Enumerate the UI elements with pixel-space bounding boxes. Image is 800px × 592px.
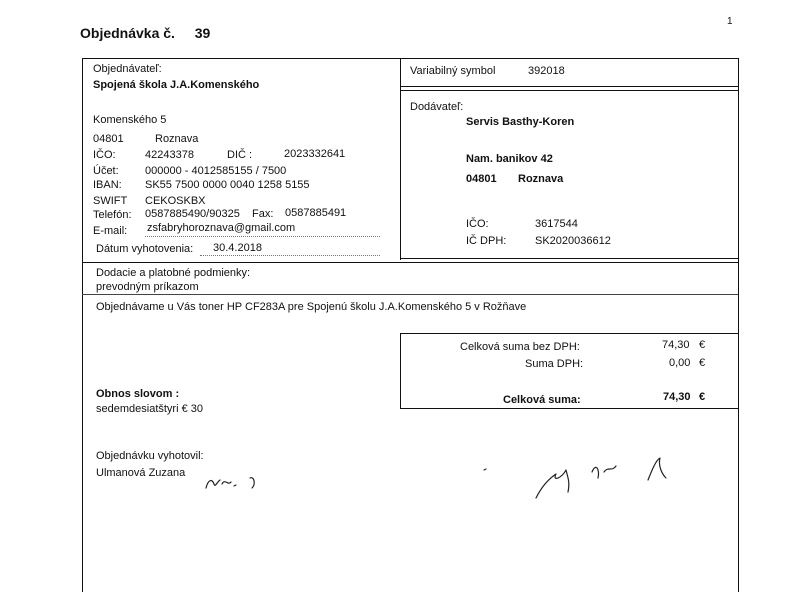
order-number: 39	[194, 25, 211, 41]
buyer-swift: CEKOSKBX	[145, 195, 206, 207]
net-total-currency: €	[699, 339, 706, 351]
frame-top-line	[82, 58, 738, 59]
supplier-city: Roznava	[518, 173, 564, 185]
terms-bottom-line	[82, 294, 738, 295]
buyer-account-label: Účet:	[93, 165, 119, 177]
buyer-iban: SK55 7500 0000 0040 1258 5155	[145, 179, 310, 191]
vat-currency: €	[699, 357, 706, 369]
buyer-phone: 0587885490/90325	[145, 208, 240, 220]
supplier-heading: Dodávateľ:	[410, 101, 464, 113]
buyer-city: Roznava	[155, 133, 199, 145]
supplier-name: Servis Basthy-Koren	[466, 116, 575, 128]
issued-by-label: Objednávku vyhotovil:	[96, 450, 204, 462]
issuer-initials-signature	[200, 470, 270, 496]
order-title-label: Objednávka č.	[80, 25, 175, 41]
grand-total-value: 74,30	[663, 391, 691, 403]
buyer-email: zsfabryhoroznava@gmail.com	[147, 222, 296, 234]
email-underline	[145, 236, 380, 237]
supplier-icdph: SK2020036612	[535, 235, 611, 247]
buyer-email-label: E-mail:	[93, 225, 128, 237]
buyer-ico-label: IČO:	[93, 149, 116, 161]
buyer-zip: 04801	[93, 133, 124, 145]
vat-value: 0,00	[669, 357, 691, 369]
buyer-iban-label: IBAN:	[93, 179, 122, 191]
supplier-street: Nam. banikov 42	[466, 153, 553, 165]
buyer-account: 000000 - 4012585155 / 7500	[145, 165, 287, 177]
grand-total-label: Celková suma:	[503, 394, 581, 406]
buyer-dic: 2023332641	[284, 148, 346, 160]
in-words-value: sedemdesiatštyri € 30	[96, 403, 203, 415]
buyer-street: Komenského 5	[93, 114, 167, 126]
frame-right-line	[738, 58, 739, 592]
in-words-label: Obnos slovom :	[96, 388, 180, 400]
page-number: 1	[727, 16, 733, 27]
supplier-zip: 04801	[466, 173, 497, 185]
variable-symbol-value: 392018	[528, 65, 565, 77]
net-total-label: Celková suma bez DPH:	[460, 341, 580, 353]
totals-box-bottom	[400, 408, 738, 409]
supplier-ico-label: IČO:	[466, 218, 489, 230]
supplier-box-left	[400, 90, 401, 260]
order-title	[80, 25, 210, 41]
vat-label: Suma DPH:	[525, 358, 584, 370]
buyer-swift-label: SWIFT	[93, 195, 128, 207]
order-text: Objednávame u Vás toner HP CF283A pre Spojenú školu J.A.Komenského 5 v Rožňave	[96, 301, 527, 313]
supplier-ico: 3617544	[535, 218, 578, 230]
buyer-name: Spojená škola J.A.Komenského	[93, 79, 260, 91]
terms-label: Dodacie a platobné podmienky:	[96, 267, 251, 279]
terms-top-line	[82, 262, 738, 263]
totals-box-top	[400, 333, 738, 334]
buyer-heading: Objednávateľ:	[93, 63, 162, 75]
approver-signature	[480, 452, 680, 502]
buyer-dic-label: DIČ :	[227, 149, 253, 161]
variable-symbol-label: Variabilný symbol	[410, 65, 496, 77]
frame-left-line	[82, 58, 83, 592]
issue-date-underline	[200, 255, 380, 256]
variable-symbol-bottom	[400, 86, 738, 87]
buyer-fax: 0587885491	[285, 207, 347, 219]
issued-by-name: Ulmanová Zuzana	[96, 467, 186, 479]
supplier-icdph-label: IČ DPH:	[466, 235, 507, 247]
supplier-box-top	[400, 90, 738, 91]
issue-date: 30.4.2018	[213, 242, 262, 254]
buyer-phone-label: Telefón:	[93, 209, 132, 221]
terms-value: prevodným príkazom	[96, 281, 199, 293]
grand-total-currency: €	[699, 391, 706, 403]
supplier-box-bottom	[400, 258, 738, 259]
net-total-value: 74,30	[662, 339, 690, 351]
totals-box-left	[400, 333, 401, 408]
buyer-fax-label: Fax:	[252, 208, 274, 220]
buyer-ico: 42243378	[145, 149, 194, 161]
issue-date-label: Dátum vyhotovenia:	[96, 243, 194, 255]
